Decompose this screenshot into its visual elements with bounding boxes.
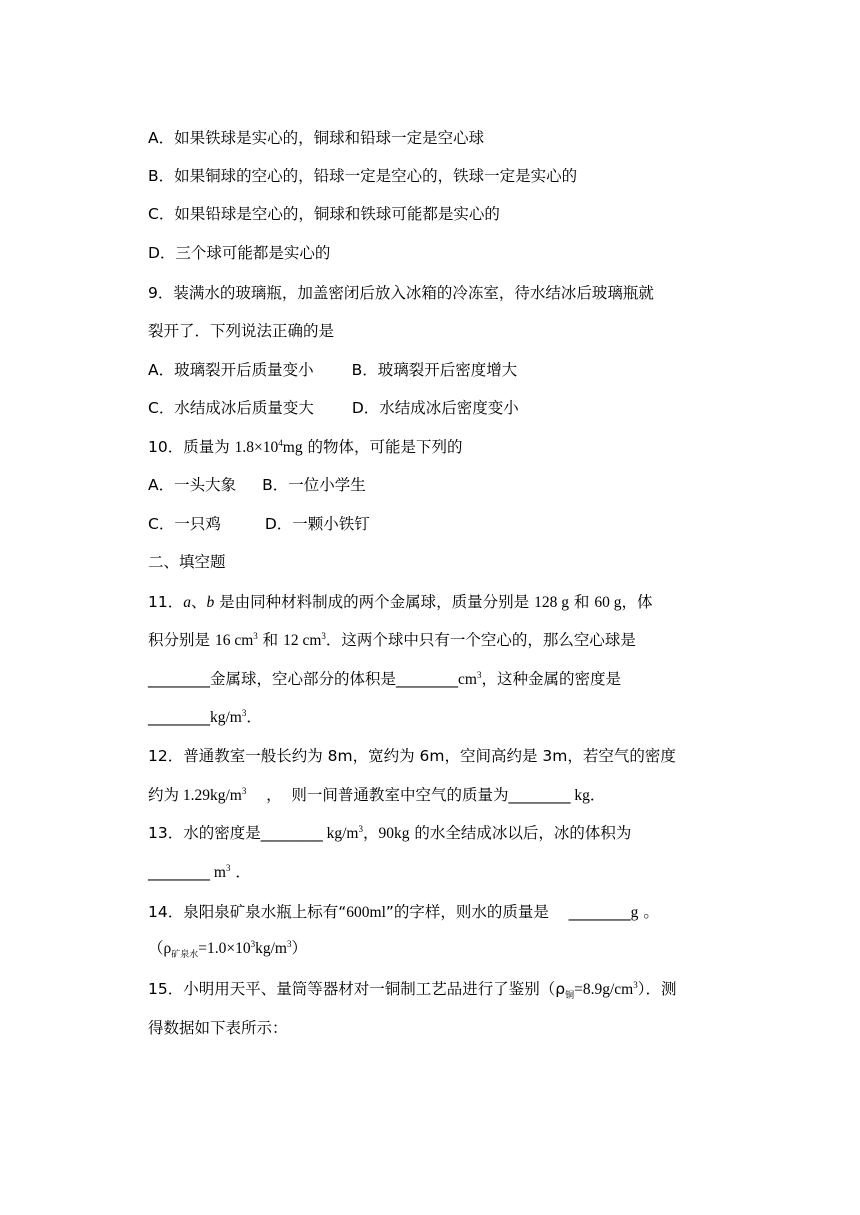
q13-blank2: ________ xyxy=(148,863,210,881)
q10-value-base: 1.8×10 xyxy=(234,439,279,456)
q13-unit1: kg/m xyxy=(322,825,359,842)
q8-option-d: D．三个球可能都是实心的 xyxy=(148,244,331,262)
q13-end: ． xyxy=(230,863,251,881)
q13-unit2-exp: 3 xyxy=(225,862,231,873)
q14-text: ”的字样，则水的质量是 xyxy=(385,903,569,921)
q8-option-a: A．如果铁球是实心的，铜球和铅球一定是空心球 xyxy=(148,129,485,147)
q14-rho: （ρ xyxy=(148,940,172,957)
q14-rho-close: ） xyxy=(291,940,308,957)
q12-density-exp: 3 xyxy=(241,785,247,796)
q11-mass1: 128 g xyxy=(534,594,569,611)
q10-option-b: B．一位小学生 xyxy=(262,476,366,494)
q11-unit-kgm: kg/m xyxy=(210,709,242,726)
q13-blank1: ________ xyxy=(260,824,323,842)
q15-line2: 得数据如下表所示： xyxy=(148,1019,288,1037)
q12-text: ， 则一间普通教室中空气的质量为 xyxy=(246,786,509,804)
q14-rho-exp: 3 xyxy=(250,938,256,949)
q15-density-exp: 3 xyxy=(633,979,638,990)
q11-line3 xyxy=(148,669,621,690)
q9-option-a: A．玻璃裂开后质量变小 xyxy=(148,361,314,379)
q11-var-a: a xyxy=(183,594,191,611)
q11-blank2: ________ xyxy=(396,670,459,688)
q9-option-b: B．玻璃裂开后密度增大 xyxy=(351,361,518,379)
q15-line1 xyxy=(148,979,676,1000)
q11-text3: 积分别是 xyxy=(148,631,215,649)
q11-text2: ，体 xyxy=(621,593,653,611)
q11-line2 xyxy=(148,630,636,651)
q9-options-row1 xyxy=(148,360,517,380)
q10-value-exp: 4 xyxy=(278,437,283,448)
q11-var-b: b xyxy=(206,594,215,611)
q10-value-unit: mg xyxy=(282,439,303,456)
q10-options-row1 xyxy=(148,475,366,495)
q15-sub: 铜 xyxy=(565,991,575,1002)
q11-volume1-exp: 3 xyxy=(253,630,258,641)
q14-end: 。 xyxy=(638,903,659,921)
q12-line1: 12．普通教室一般长约为 8m，宽约为 6m，空间高约是 3m，若空气的密度 xyxy=(148,747,676,765)
q10-suffix: 的物体，可能是下列的 xyxy=(302,438,463,456)
q12-unit: kg． xyxy=(570,787,606,804)
q10-option-d: D．一颗小铁钉 xyxy=(264,515,370,533)
q9-option-c: C．水结成冰后质量变大 xyxy=(148,399,314,417)
q15-density: =8.9g/cm xyxy=(574,981,634,998)
q11-unit-cm-exp: 3 xyxy=(476,669,482,680)
q12-line2 xyxy=(148,785,605,806)
q10-options-row2 xyxy=(148,514,370,534)
q12-density: 约为 1.29kg/m xyxy=(148,787,242,804)
q11-text5: 金属球，空心部分的体积是 xyxy=(210,670,397,688)
q11-line4 xyxy=(148,707,262,728)
q9-options-row2 xyxy=(148,398,519,418)
q14-rho-value: =1.0×10 xyxy=(198,940,251,957)
q13-unit2: m xyxy=(210,864,226,881)
q11-mass2: 60 g xyxy=(594,594,622,611)
q13-mid: ， xyxy=(362,824,379,842)
q11-line1 xyxy=(148,592,652,613)
q14-prefix: 14．泉阳泉矿泉水瓶上标有“ xyxy=(148,903,347,921)
q15-text-c: ）．测 xyxy=(637,980,677,998)
q15-text-a: 15．小明用天平、量筒等器材对一铜制工艺品进行了鉴别（ρ xyxy=(148,980,566,998)
q11-volume1: 16 cm xyxy=(214,632,254,649)
section-title-fill-in: 二、填空题 xyxy=(148,553,226,571)
q14-rho-unit: kg/m xyxy=(255,940,287,957)
q14-blank: ________ xyxy=(568,903,631,921)
q14-line1 xyxy=(148,902,659,923)
q10-prefix: 10．质量为 xyxy=(148,438,235,456)
q11-and: 和 xyxy=(568,593,595,611)
q8-option-c: C．如果铅球是空心的，铜球和铁球可能都是实心的 xyxy=(148,205,500,223)
q14-unit: g xyxy=(630,904,639,921)
q11-and2: 和 xyxy=(257,631,284,649)
q13-prefix: 13．水的密度是 xyxy=(148,824,261,842)
q13-line1 xyxy=(148,823,631,844)
q11-text6: ，这种金属的密度是 xyxy=(481,670,621,688)
q10-option-a: A．一头大象 xyxy=(148,476,237,494)
q11-sep: 、 xyxy=(190,593,207,611)
q11-end: ． xyxy=(246,708,262,726)
q14-volume: 600ml xyxy=(346,904,386,921)
q14-rho-unit-exp: 3 xyxy=(287,938,292,949)
q11-volume2: 12 cm xyxy=(283,632,322,649)
q11-unit-kgm-exp: 3 xyxy=(241,707,247,718)
q10-value xyxy=(235,439,303,456)
q10-option-c: C．一只鸡 xyxy=(148,515,221,533)
q12-blank: ________ xyxy=(508,786,571,804)
q13-line2 xyxy=(148,862,251,883)
q14-line2 xyxy=(148,939,307,959)
q10-stem xyxy=(148,437,463,458)
q11-num: 11． xyxy=(148,593,184,611)
q11-blank1: ________ xyxy=(148,670,210,688)
q11-text4: ．这两个球中只有一个空心的，那么空心球是 xyxy=(325,631,636,649)
q14-rho-sub: 矿泉水 xyxy=(171,949,199,960)
q11-volume2-exp: 3 xyxy=(321,630,326,641)
q9-option-d: D．水结成冰后密度变小 xyxy=(351,399,519,417)
q8-option-b: B．如果铜球的空心的，铅球一定是空心的，铁球一定是实心的 xyxy=(148,167,578,185)
q11-unit-cm: cm xyxy=(458,671,477,688)
q13-mass: 90kg xyxy=(378,825,410,842)
q13-unit1-exp: 3 xyxy=(358,823,363,834)
q11-blank3: ________ xyxy=(148,708,210,726)
q13-text: 的水全结成冰以后，冰的体积为 xyxy=(409,824,632,842)
q9-stem-line2: 裂开了．下列说法正确的是 xyxy=(148,322,335,340)
q11-text1: 是由同种材料制成的两个金属球，质量分别是 xyxy=(214,593,535,611)
q9-stem-line1: 9．装满水的玻璃瓶，加盖密闭后放入冰箱的冷冻室，待水结冰后玻璃瓶就 xyxy=(148,284,654,302)
